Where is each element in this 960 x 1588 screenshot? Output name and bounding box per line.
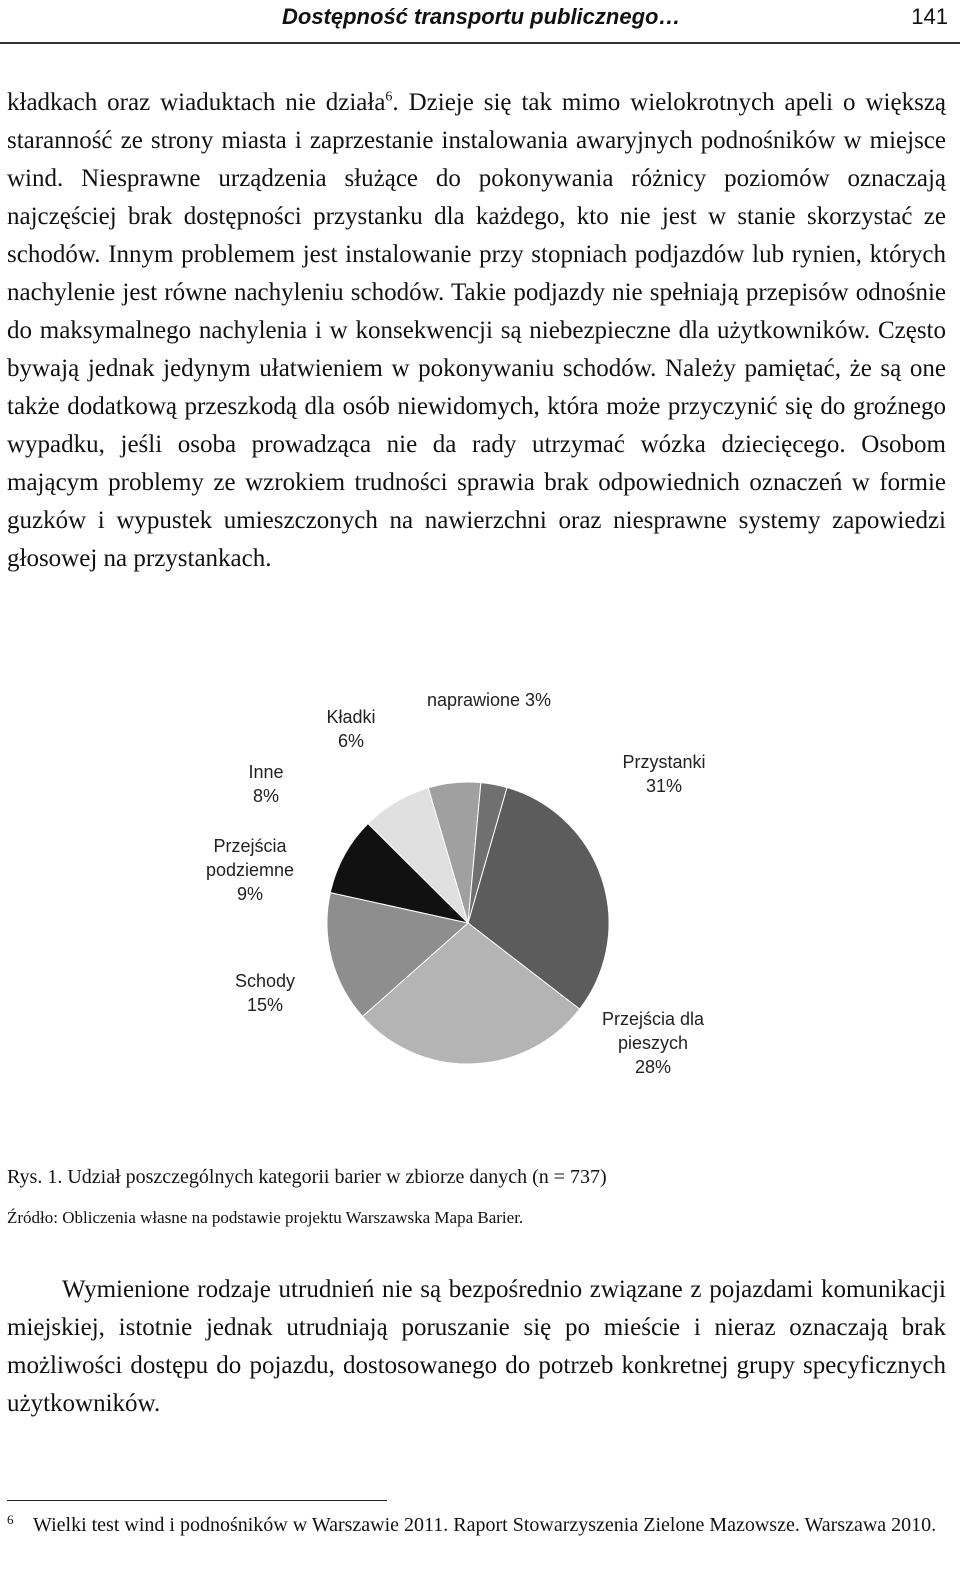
pie-label-6: naprawione 3% — [426, 690, 552, 710]
pie-label-1: Przejścia dla pieszych 28% — [601, 1009, 705, 1077]
page-number: 141 — [911, 4, 948, 29]
running-header-title: Dostępność transportu publicznego… — [282, 4, 681, 29]
footnote — [7, 1512, 946, 1539]
footnote-reference: 6 — [385, 89, 393, 105]
figure-source: Źródło: Obliczenia własne na podstawie projektu Warszawska Mapa Barier. — [7, 1208, 524, 1227]
paragraph-2: Wymienione rodzaje utrudnień nie są bezpośrednio związane z pojazdami komunikacji miejskiej, istotnie jednak utrudniają poruszanie się po mieście i nieraz oznaczają brak możliwości dostępu do pojazdu, dostosowanego do potrzeb konkretnej grupy specyficznych użytkowników. — [7, 1276, 946, 1417]
paragraph-1 — [7, 84, 946, 578]
pie-label-2: Schody 15% — [234, 971, 296, 1015]
footnote-number: 6 — [7, 1512, 14, 1527]
figure-caption: Rys. 1. Udział poszczególnych kategorii barier w zbiorze danych (n = 737) — [7, 1166, 607, 1188]
pie-label-4: Inne 8% — [248, 762, 284, 806]
footnote-text: Wielki test wind i podnośników w Warszawie 2011. Raport Stowarzyszenia Zielone Mazowsze. Warszawa 2010. — [33, 1514, 937, 1536]
pie-label-0: Przystanki 31% — [622, 752, 706, 796]
paragraph-1-rest: . Dzieje się tak mimo wielokrotnych apeli o większą staranność ze strony miasta i zaprzestanie instalowania awaryjnych podnośników w miejsce wind. Niesprawne urządzenia służące do pokonywania różnicy poziomów oznaczają najczęściej brak dostępności przystanku dla każdego, kto nie jest w stanie skorzystać ze schodów. Innym problemem jest instalowanie przy stopniach podjazdów lub rynien, których nachylenie jest równe nachyleniu schodów. Takie podjazdy nie spełniają przepisów odnośnie do maksymalnego nachylenia i w konsekwencji są niebezpieczne dla użytkowników. Często bywają jednak jedynym ułatwieniem w pokonywaniu schodów. Należy pamiętać, że są one także dodatkową przeszkodą dla osób niewidomych, która może przyczynić się do groźnego wypadku, jeśli osoba prowadząca nie da rady utrzymać wózka dziecięcego. Osobom mającym problemy ze wzrokiem trudności sprawia brak odpowiednich oznaczeń w formie guzków i wypustek umieszczonych na nawierzchni oraz niesprawne systemy zapowiedzi głosowej na przystankach. — [7, 89, 946, 572]
paragraph-1-start: kładkach oraz wiaduktach nie działa — [7, 89, 386, 116]
pie-label-3: Przejścia podziemne 9% — [205, 836, 295, 904]
pie-chart — [0, 670, 960, 1140]
running-header — [0, 0, 960, 44]
header-rule — [0, 42, 960, 44]
pie-label-5: Kładki 6% — [326, 707, 376, 751]
pie-chart-svg — [0, 670, 960, 1140]
footnote-rule — [7, 1500, 387, 1501]
